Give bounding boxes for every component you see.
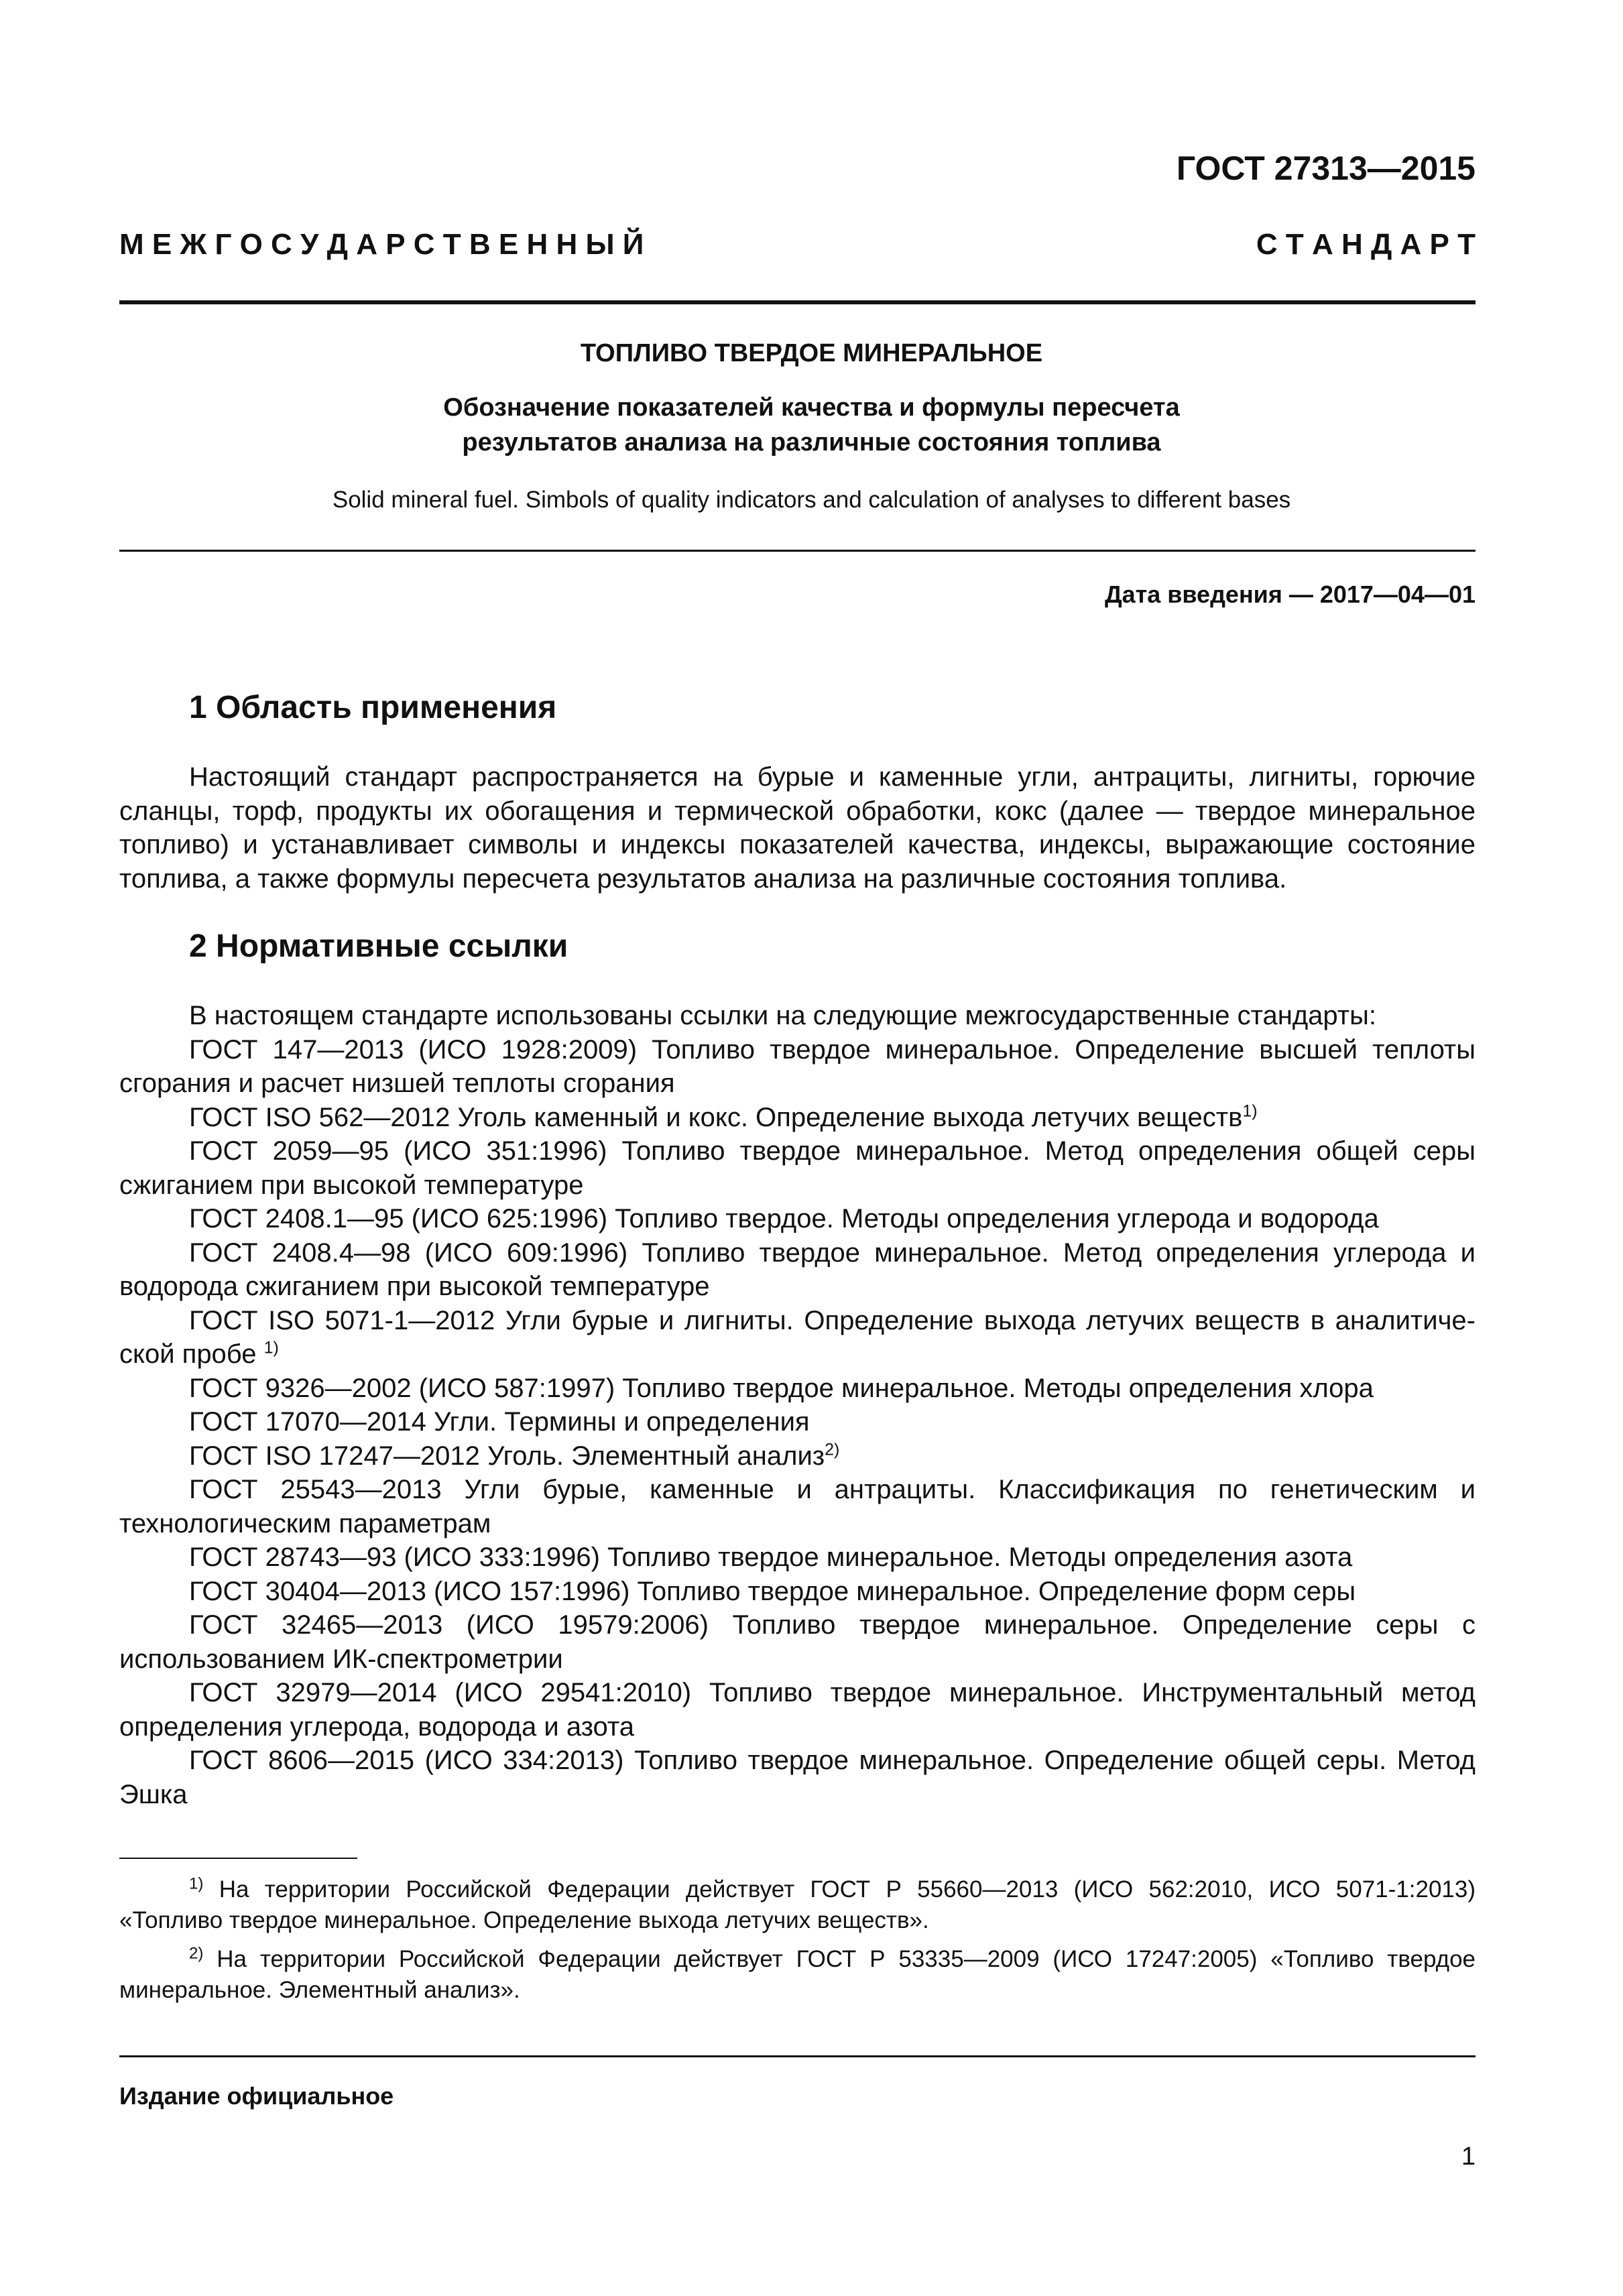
footnote-mark: 1) xyxy=(189,1874,204,1893)
reference-item xyxy=(119,1676,1476,1744)
reference-text: ГОСТ 8606—2015 (ИСО 334:2013) Топливо твердое минеральное. Определение общей серы. Метод Эшка xyxy=(119,1746,1476,1809)
subtitle-line-2: результатов анализа на различные состояния топлива xyxy=(462,428,1161,457)
reference-text: ГОСТ 17070—2014 Угли. Термины и определения xyxy=(189,1407,810,1437)
footnote-text: На территории Российской Федерации действует ГОСТ Р 53335—2009 (ИСО 17247:2005) «Топливо твердое минеральное. Элементный анализ». xyxy=(119,1946,1476,2003)
reference-text: ГОСТ 2408.1—95 (ИСО 625:1996) Топливо твердое. Методы определения углерода и водорода xyxy=(189,1204,1379,1233)
subtitle-line-1: Обозначение показателей качества и формулы пересчета xyxy=(443,394,1180,422)
reference-item xyxy=(119,1236,1476,1304)
footnote-divider xyxy=(119,1858,357,1859)
reference-text: ГОСТ ISO 5071-1—2012 Угли бурые и лигниты. Определение выхода летучих веществ в аналитической пробе xyxy=(119,1305,1476,1369)
interstate-standard-banner xyxy=(119,228,1476,261)
document-number: ГОСТ 27313—2015 xyxy=(1176,149,1476,187)
reference-item xyxy=(119,1473,1476,1540)
title-divider xyxy=(119,550,1476,552)
reference-item xyxy=(119,1101,1476,1135)
reference-item xyxy=(119,1304,1476,1372)
references-list xyxy=(119,1033,1476,1812)
reference-item xyxy=(119,1575,1476,1609)
reference-item xyxy=(119,1405,1476,1439)
footer-divider xyxy=(119,2055,1476,2057)
footnotes xyxy=(119,1874,1476,2014)
reference-text: ГОСТ 30404—2013 (ИСО 157:1996) Топливо твердое минеральное. Определение форм серы xyxy=(189,1576,1356,1606)
reference-item xyxy=(119,1033,1476,1101)
introduction-date: Дата введения — 2017—04—01 xyxy=(1104,581,1476,608)
reference-text: ГОСТ 32979—2014 (ИСО 29541:2010) Топливо твердое минеральное. Инструментальный метод определения углерода, водорода и азота xyxy=(119,1678,1476,1742)
section-1-body xyxy=(119,760,1476,896)
reference-item xyxy=(119,1202,1476,1236)
official-edition-label: Издание официальное xyxy=(119,2082,394,2110)
reference-text: ГОСТ ISO 562—2012 Уголь каменный и кокс. Определение выхода летучих веществ xyxy=(189,1102,1243,1132)
reference-text: ГОСТ 9326—2002 (ИСО 587:1997) Топливо твердое минеральное. Методы определения хлора xyxy=(189,1373,1374,1403)
section-1-paragraph: Настоящий стандарт распространяется на бурые и каменные угли, антрациты, лигниты, горючие сланцы, торф, продукты их обогащения и термической обработки, кокс (далее — твердое минеральное топливо) и устанавливает символы и индексы показателей качества, индексы, выражающие состояние топлива, а также формулы пересчета результатов анализа на различные состояния топлива. xyxy=(119,762,1476,894)
reference-text: ГОСТ 28743—93 (ИСО 333:1996) Топливо твердое минеральное. Методы определения азота xyxy=(189,1543,1353,1572)
reference-text: ГОСТ 2408.4—98 (ИСО 609:1996) Топливо твердое минеральное. Метод определения углерода и водорода сжиганием при высокой температуре xyxy=(119,1237,1476,1301)
footnote-marker[interactable]: 1) xyxy=(263,1338,279,1357)
standard-word: С Т А Н Д А Р Т xyxy=(1256,228,1476,261)
section-2-heading: 2 Нормативные ссылки xyxy=(189,928,568,964)
reference-text: ГОСТ 147—2013 (ИСО 1928:2009) Топливо твердое минеральное. Определение высшей теплоты сгорания и расчет низшей теплоты сгорания xyxy=(119,1034,1476,1098)
document-title: ТОПЛИВО ТВЕРДОЕ МИНЕРАЛЬНОЕ xyxy=(580,339,1043,367)
reference-item xyxy=(119,1134,1476,1202)
reference-item xyxy=(119,1540,1476,1575)
reference-item xyxy=(119,1608,1476,1676)
interstate-word: М Е Ж Г О С У Д А Р С Т В Е Н Н Ы Й xyxy=(119,228,644,261)
footnote-mark: 2) xyxy=(189,1944,204,1963)
reference-text: ГОСТ 2059—95 (ИСО 351:1996) Топливо твердое минеральное. Метод определения общей серы сжиганием при высокой температуре xyxy=(119,1136,1476,1200)
footnote xyxy=(119,1944,1476,2006)
footnote-text: На территории Российской Федерации действует ГОСТ Р 55660—2013 (ИСО 562:2010, ИСО 5071-1:2013) «Топливо твердое минеральное. Определение выхода летучих веществ». xyxy=(119,1876,1476,1933)
header-divider xyxy=(119,300,1476,304)
section-2-body xyxy=(119,999,1476,1811)
page-number: 1 xyxy=(1461,2142,1476,2171)
reference-item xyxy=(119,1744,1476,1811)
english-title: Solid mineral fuel. Simbols of quality indicators and calculation of analyses to different bases xyxy=(332,487,1291,513)
footnote xyxy=(119,1874,1476,1936)
reference-text: ГОСТ 32465—2013 (ИСО 19579:2006) Топливо твердое минеральное. Определение серы с использованием ИК-спектрометрии xyxy=(119,1610,1476,1674)
reference-text: ГОСТ ISO 17247—2012 Уголь. Элементный анализ xyxy=(189,1441,825,1471)
footnote-marker[interactable]: 2) xyxy=(825,1440,840,1459)
references-intro: В настоящем стандарте использованы ссылки на следующие межгосударственные стандарты: xyxy=(189,1001,1376,1030)
reference-text: ГОСТ 25543—2013 Угли бурые, каменные и антрациты. Классификация по генетическим и технологическим параметрам xyxy=(119,1475,1476,1538)
footnote-marker[interactable]: 1) xyxy=(1242,1101,1258,1121)
reference-item xyxy=(119,1439,1476,1473)
document-subtitle xyxy=(0,390,1623,460)
section-1-heading: 1 Область применения xyxy=(189,690,557,725)
reference-item xyxy=(119,1372,1476,1406)
